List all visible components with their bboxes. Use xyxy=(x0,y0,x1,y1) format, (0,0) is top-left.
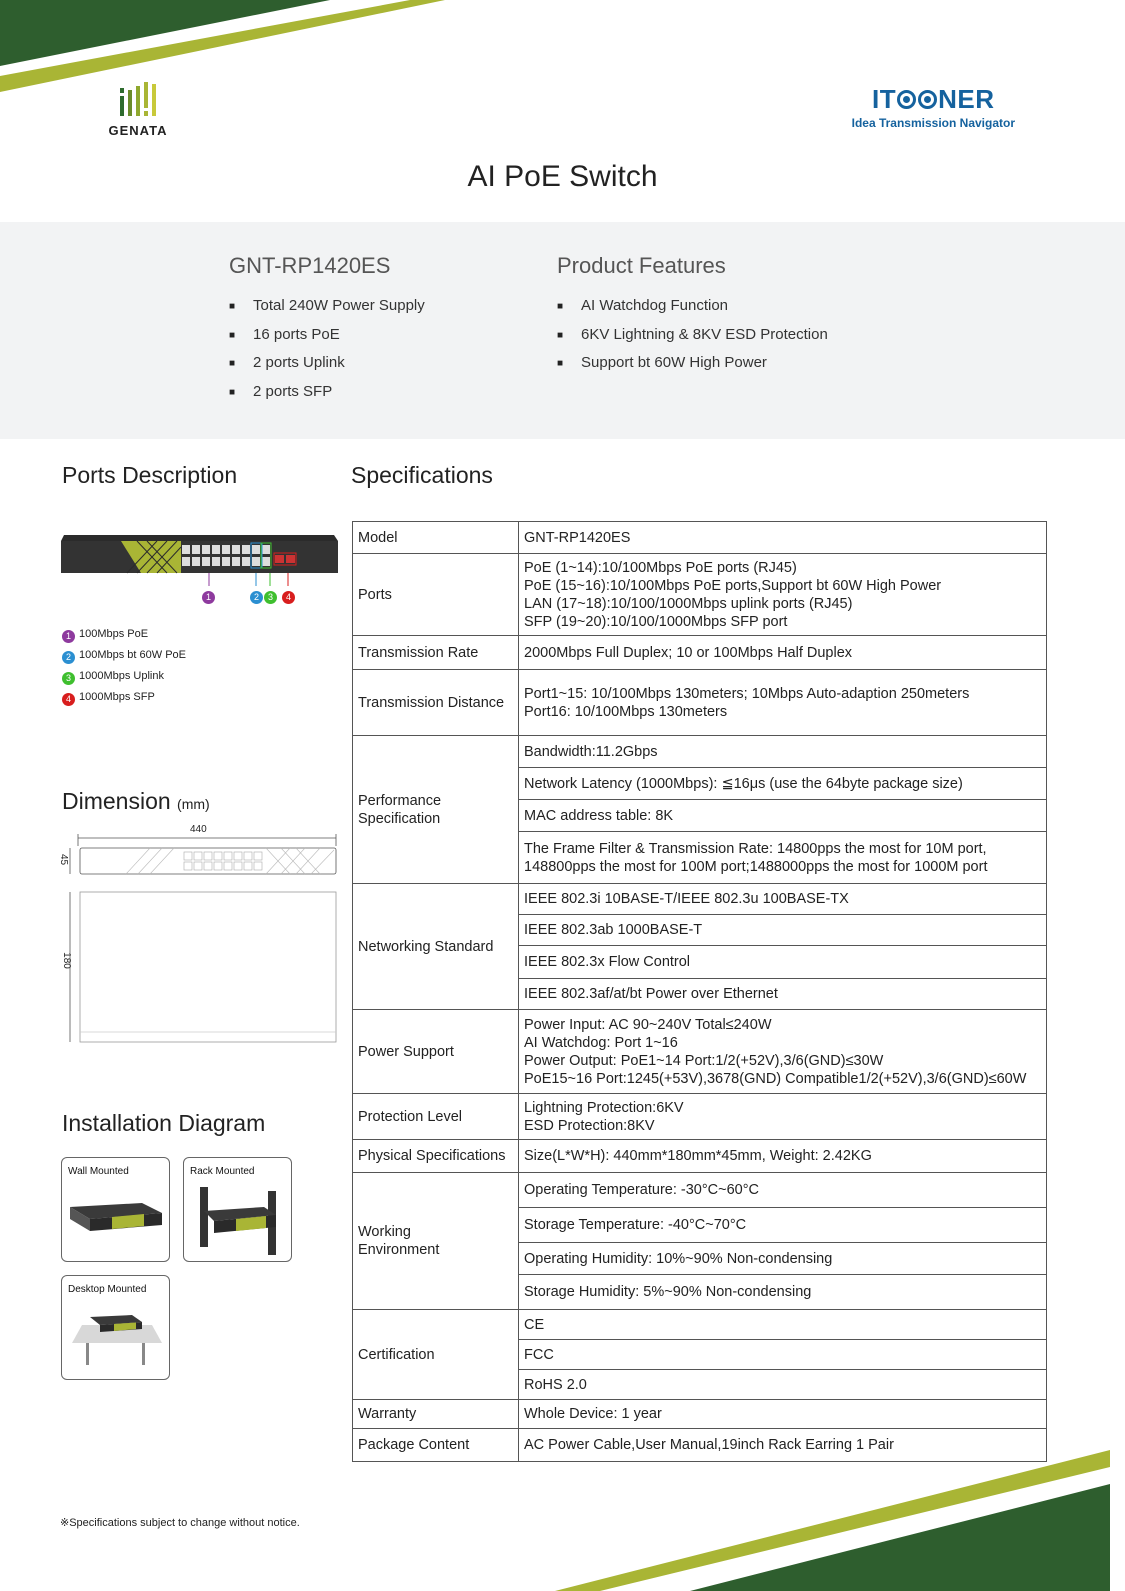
legend-label: 100Mbps bt 60W PoE xyxy=(79,649,187,661)
spec-value: Storage Humidity: 5%~90% Non-condensing xyxy=(519,1275,1047,1310)
port-callout-2: 2 xyxy=(250,585,267,604)
spec-key: Physical Specifications xyxy=(353,1140,519,1173)
install-card-desktop xyxy=(61,1275,170,1380)
spec-key: Power Support xyxy=(353,1010,519,1094)
table-row xyxy=(353,670,1047,736)
table-row xyxy=(353,1094,1047,1140)
spec-key: Model xyxy=(353,522,519,554)
spec-value: PoE (1~14):10/100Mbps PoE ports (RJ45) PoE (15~16):10/100Mbps PoE ports,Support bt 60W High Power LAN (17~18):10/100/1000Mbps uplink ports (RJ45) SFP (19~20):10/100/1000Mbps SFP port xyxy=(519,554,1047,636)
table-row xyxy=(353,554,1047,636)
bullet-item: ■ 16 ports PoE xyxy=(229,321,425,350)
bullet-item: ■ Support bt 60W High Power xyxy=(557,349,828,378)
installation-heading: Installation Diagram xyxy=(62,1110,266,1136)
genata-bars-icon xyxy=(118,82,158,116)
features-heading: Product Features xyxy=(557,253,726,278)
bullet-item: ■ Total 240W Power Supply xyxy=(229,292,425,321)
footnote: ※Specifications subject to change without notice. xyxy=(60,1517,300,1529)
spec-value: FCC xyxy=(519,1340,1047,1370)
bullet-item: ■ AI Watchdog Function xyxy=(557,292,828,321)
spec-value: Lightning Protection:6KV ESD Protection:8KV xyxy=(519,1094,1047,1140)
itooner-tagline: Idea Transmission Navigator xyxy=(851,116,1015,130)
spec-value: Size(L*W*H): 440mm*180mm*45mm, Weight: 2.42KG xyxy=(519,1140,1047,1173)
features-list xyxy=(557,292,828,378)
page-title: AI PoE Switch xyxy=(467,160,658,193)
itooner-wordmark: IT NER xyxy=(872,84,995,114)
spec-value: Power Input: AC 90~240V Total≤240W AI Watchdog: Port 1~16 Power Output: PoE1~14 Port:1/2(+52V),3/6(GND)≤30W PoE15~16 Port:1245(+53V),3678(GND) Compatible1/2(+52V),3/6(GND)≤60W xyxy=(519,1010,1047,1094)
specifications-heading: Specifications xyxy=(351,462,493,488)
spec-value: MAC address table: 8K xyxy=(519,800,1047,832)
port-number-badge: 2 xyxy=(62,651,75,664)
spec-value: RoHS 2.0 xyxy=(519,1370,1047,1400)
install-card-label: Desktop Mounted xyxy=(68,1284,147,1295)
table-row xyxy=(353,1140,1047,1173)
bullet-item: ■ 6KV Lightning & 8KV ESD Protection xyxy=(557,321,828,350)
spec-value: The Frame Filter & Transmission Rate: 14800pps the most for 10M port, 148800pps the most for 100M port;1488000pps the most for 1000M port xyxy=(519,832,1047,884)
spec-key: Transmission Rate xyxy=(353,636,519,670)
model-heading: GNT-RP1420ES xyxy=(229,253,391,278)
spec-key: Certification xyxy=(353,1310,519,1400)
genata-logo xyxy=(98,82,178,138)
spec-value: Port1~15: 10/100Mbps 130meters; 10Mbps Auto-adaption 250meters Port16: 10/100Mbps 130meters xyxy=(519,670,1047,736)
install-card-rack xyxy=(183,1157,292,1262)
spec-key: Networking Standard xyxy=(353,884,519,1010)
bullet-item: ■ 2 ports SFP xyxy=(229,378,425,407)
legend-item xyxy=(62,666,186,687)
eye-icon xyxy=(918,90,937,109)
spec-key: Warranty xyxy=(353,1400,519,1429)
port-number-badge: 4 xyxy=(62,693,75,706)
port-callout-3: 3 xyxy=(264,585,281,604)
model-points-list xyxy=(229,292,425,406)
spec-key: Package Content xyxy=(353,1429,519,1462)
wall-mounted-image xyxy=(62,1177,169,1247)
eye-icon xyxy=(897,90,916,109)
spec-value: Operating Temperature: -30°C~60°C xyxy=(519,1173,1047,1208)
spec-value: IEEE 802.3i 10BASE-T/IEEE 802.3u 100BASE-TX xyxy=(519,884,1047,915)
install-card-wall xyxy=(61,1157,170,1262)
spec-value: IEEE 802.3x Flow Control xyxy=(519,946,1047,979)
specifications-table xyxy=(352,521,1047,1462)
ports-description-heading: Ports Description xyxy=(62,462,238,488)
table-row xyxy=(353,1400,1047,1429)
spec-value: Network Latency (1000Mbps): ≦16μs (use the 64byte package size) xyxy=(519,768,1047,800)
table-row xyxy=(353,636,1047,670)
spec-value: GNT-RP1420ES xyxy=(519,522,1047,554)
port-callout-1: 1 xyxy=(202,585,219,604)
dimension-depth-label: 180 xyxy=(60,952,72,969)
legend-label: 1000Mbps Uplink xyxy=(79,670,164,682)
port-number-badge: 3 xyxy=(62,672,75,685)
genata-wordmark: GENATA xyxy=(108,123,168,138)
spec-value: Storage Temperature: -40°C~70°C xyxy=(519,1208,1047,1243)
spec-value: Whole Device: 1 year xyxy=(519,1400,1047,1429)
itooner-logo xyxy=(852,84,1015,130)
spec-value: Operating Humidity: 10%~90% Non-condensing xyxy=(519,1243,1047,1275)
table-row xyxy=(353,1010,1047,1094)
legend-item xyxy=(62,645,186,666)
ports-legend xyxy=(62,624,186,708)
dimension-drawing xyxy=(66,834,342,1048)
legend-item xyxy=(62,687,186,708)
table-row xyxy=(353,1310,1047,1340)
port-number-badge: 1 xyxy=(62,630,75,643)
dimension-height-label: 45 xyxy=(58,853,70,866)
table-row xyxy=(353,1173,1047,1208)
spec-key: Protection Level xyxy=(353,1094,519,1140)
bullet-item: ■ 2 ports Uplink xyxy=(229,349,425,378)
legend-item xyxy=(62,624,186,645)
dimension-heading: Dimension (mm) xyxy=(62,788,210,814)
spec-key: Performance Specification xyxy=(353,736,519,884)
legend-label: 100Mbps PoE xyxy=(79,628,149,640)
table-row xyxy=(353,736,1047,768)
spec-key: Ports xyxy=(353,554,519,636)
table-row xyxy=(353,522,1047,554)
dimension-width-label: 440 xyxy=(190,824,207,835)
spec-key: Working Environment xyxy=(353,1173,519,1310)
switch-front-panel-image xyxy=(61,531,341,601)
spec-value: AC Power Cable,User Manual,19inch Rack Earring 1 Pair xyxy=(519,1429,1047,1462)
rack-mounted-image xyxy=(184,1177,291,1257)
spec-key: Transmission Distance xyxy=(353,670,519,736)
install-card-label: Rack Mounted xyxy=(190,1166,255,1177)
port-callout-4: 4 xyxy=(282,585,299,604)
legend-label: 1000Mbps SFP xyxy=(79,691,155,703)
spec-value: IEEE 802.3ab 1000BASE-T xyxy=(519,915,1047,946)
spec-value: Bandwidth:11.2Gbps xyxy=(519,736,1047,768)
spec-value: IEEE 802.3af/at/bt Power over Ethernet xyxy=(519,979,1047,1010)
spec-value: CE xyxy=(519,1310,1047,1340)
desktop-mounted-image xyxy=(62,1295,169,1375)
table-row xyxy=(353,884,1047,915)
spec-value: 2000Mbps Full Duplex; 10 or 100Mbps Half Duplex xyxy=(519,636,1047,670)
table-row xyxy=(353,1429,1047,1462)
install-card-label: Wall Mounted xyxy=(68,1166,129,1177)
